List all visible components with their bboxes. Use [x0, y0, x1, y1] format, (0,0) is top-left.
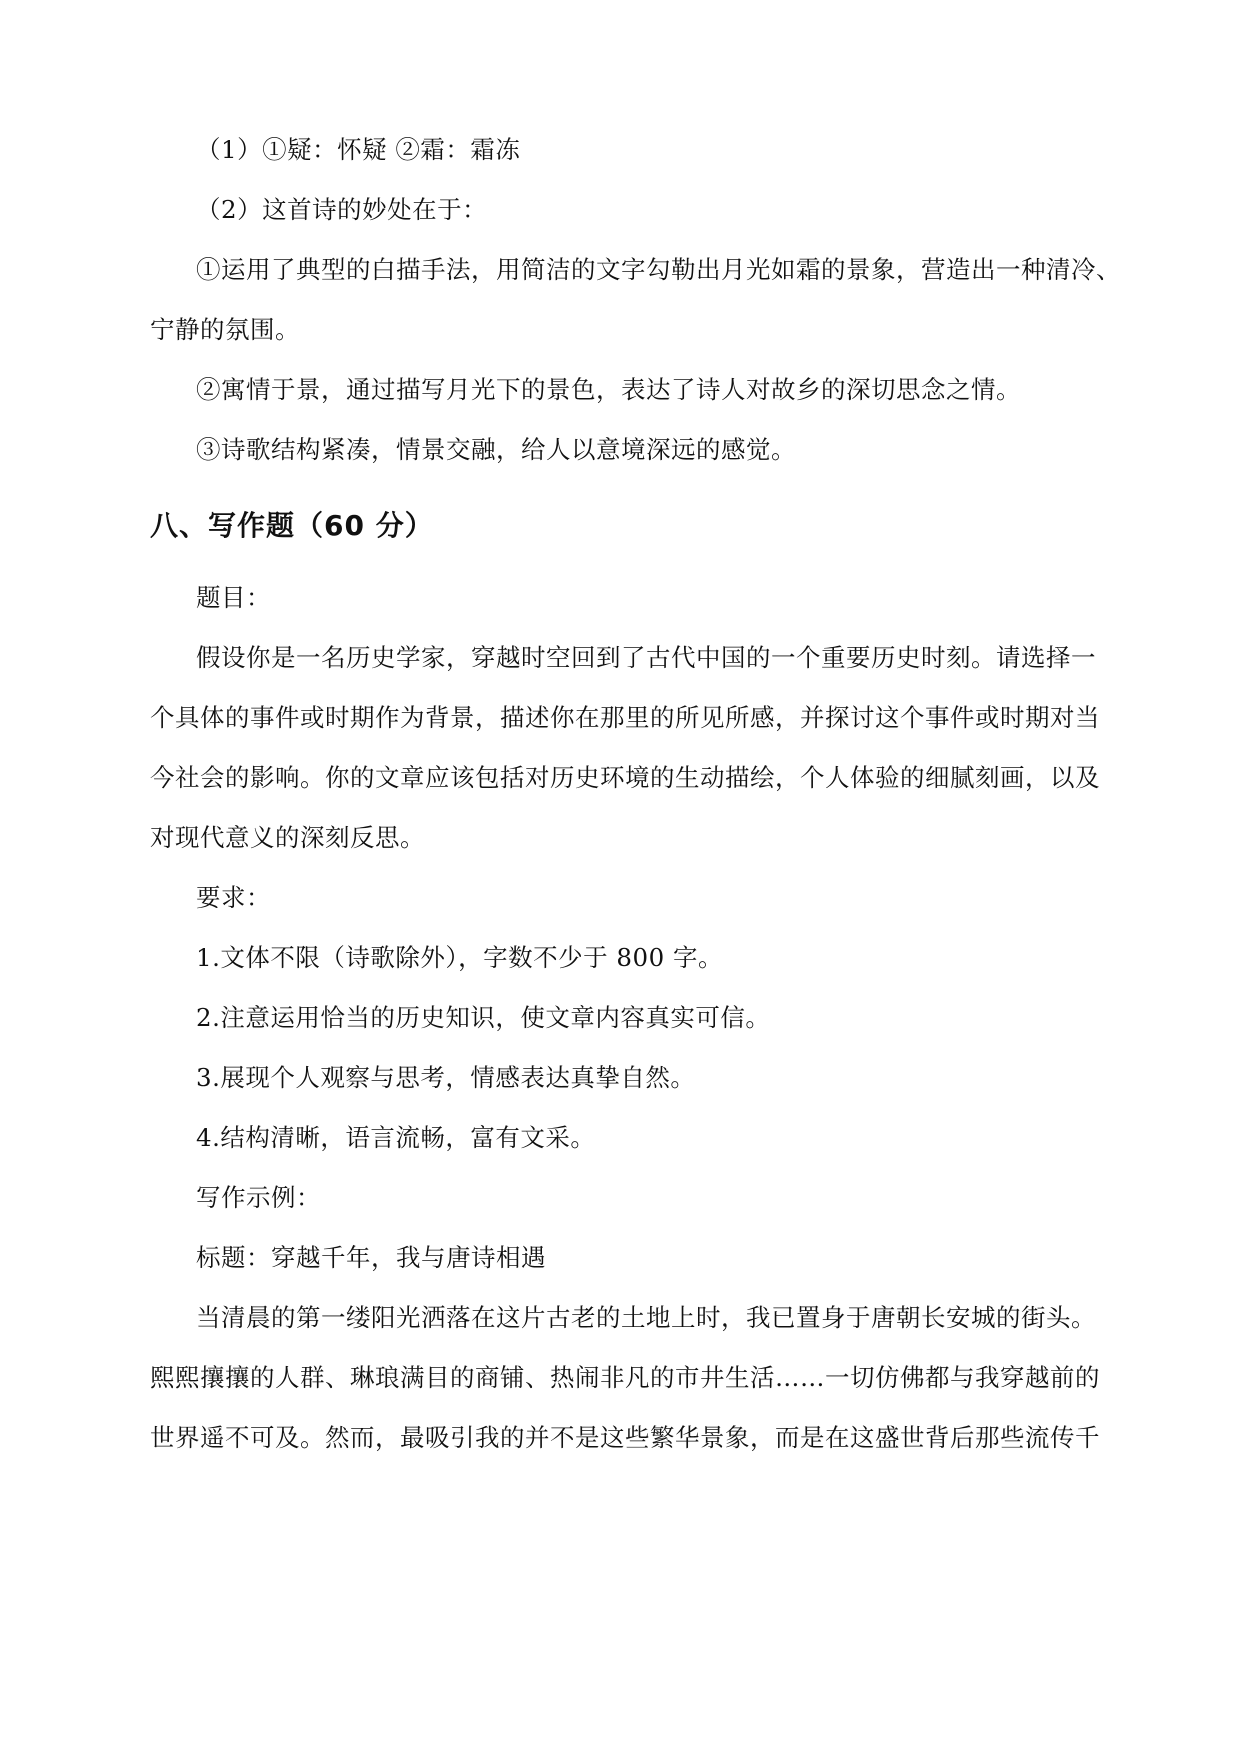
answer-q2-intro: （2）这首诗的妙处在于： [196, 195, 488, 224]
answer-point-3: ③诗歌结构紧凑，情景交融，给人以意境深远的感觉。 [196, 435, 796, 464]
answer-q1: （1）①疑：怀疑 ②霜：霜冻 [196, 135, 521, 164]
answer-point-1-line-1: ①运用了典型的白描手法，用简洁的文字勾勒出月光如霜的景象，营造出一种清冷、 [196, 255, 1121, 284]
requirement-1: 1.文体不限（诗歌除外），字数不少于 800 字。 [196, 943, 723, 972]
topic-label: 题目： [196, 583, 271, 612]
example-label: 写作示例： [196, 1183, 321, 1212]
requirement-3: 3.展现个人观察与思考，情感表达真挚自然。 [196, 1063, 696, 1092]
requirement-4: 4.结构清晰，语言流畅，富有文采。 [196, 1123, 596, 1152]
answer-point-1-line-2: 宁静的氛围。 [150, 315, 300, 344]
example-line-2: 熙熙攘攘的人群、琳琅满目的商铺、热闹非凡的市井生活……一切仿佛都与我穿越前的 [150, 1363, 1100, 1392]
requirement-2: 2.注意运用恰当的历史知识，使文章内容真实可信。 [196, 1003, 771, 1032]
topic-line-1: 假设你是一名历史学家，穿越时空回到了古代中国的一个重要历史时刻。请选择一 [196, 643, 1096, 672]
topic-line-3: 今社会的影响。你的文章应该包括对历史环境的生动描绘，个人体验的细腻刻画，以及 [150, 763, 1100, 792]
topic-line-4: 对现代意义的深刻反思。 [150, 823, 425, 852]
example-title: 标题：穿越千年，我与唐诗相遇 [196, 1243, 546, 1272]
section-heading: 八、写作题（60 分） [150, 509, 434, 542]
topic-line-2: 个具体的事件或时期作为背景，描述你在那里的所见所感，并探讨这个事件或时期对当 [150, 703, 1100, 732]
example-line-1: 当清晨的第一缕阳光洒落在这片古老的土地上时，我已置身于唐朝长安城的街头。 [196, 1303, 1096, 1332]
example-line-3: 世界遥不可及。然而，最吸引我的并不是这些繁华景象，而是在这盛世背后那些流传千 [150, 1423, 1100, 1452]
answer-point-2: ②寓情于景，通过描写月光下的景色，表达了诗人对故乡的深切思念之情。 [196, 375, 1021, 404]
requirements-label: 要求： [196, 883, 271, 912]
